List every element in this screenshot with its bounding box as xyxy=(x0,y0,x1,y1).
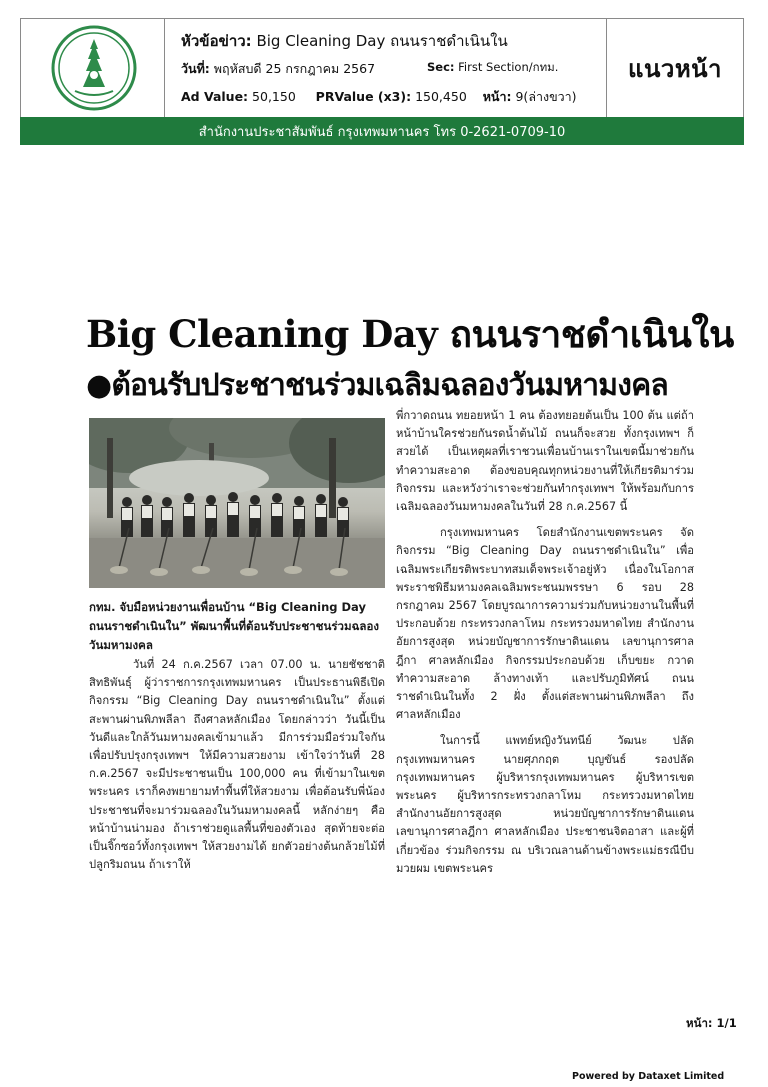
publication-position: แนวหน้า xyxy=(627,54,723,83)
org-contact-bar: สำนักงานประชาสัมพันธ์ กรุงเทพมหานคร โทร 0-2621-0709-10 xyxy=(20,117,744,145)
date-row xyxy=(181,59,375,79)
logo-cell xyxy=(21,19,165,117)
article-subhead: ●ต้อนรับประชาชนร่วมเฉลิมฉลองวันมหามงคล xyxy=(86,368,668,403)
page-value: 9(ล่างขวา) xyxy=(515,89,577,104)
info-cell xyxy=(165,19,607,117)
body-paragraph: พี่กวาดถนน ทยอยหน้า 1 คน ต้องทยอยต้นเป็น 100 ต้น แต่ถ้าหน้าบ้านใครช่วยกันรดน้ำต้นไม้ ถนนก็จะสวย ทั้งกรุงเทพฯ ก็สวยได้ เป็นเหตุผลที่เราชวนเพื่อนบ้านเราในเขตนี้มาช่วยกันทำความสะอาด ต้องขอบคุณทุกหน่วยงานที่ให้เกียรติมาร่วมกิจกรรม และหวังว่าเราจะช่วยกันทำกรุงเทพฯ ให้พร้อมกับการเฉลิมฉลองวันมหามงคลในวันที่ 28 ก.ค.2567 นี้ xyxy=(396,409,694,514)
article-column-right xyxy=(396,407,694,878)
section-row xyxy=(427,59,558,77)
article-photo xyxy=(89,418,385,588)
body-paragraph: ในการนี้ แพทย์หญิงวันทนีย์ วัฒนะ ปลัดกรุงเทพมหานคร นายศุภกฤต บุญขันธ์ รองปลัดกรุงเทพมหานคร ผู้บริหารกรุงเทพมหานคร ผู้บริหารเขตพระนคร ผู้บริหารกระทรวงกลาโหม กระทรวงมหาดไทย สำนักงานอัยการสูงสุด หน่วยบัญชาการรักษาดินแดน เลขานุการศาลฎีกา ศาลหลักเมือง ประชาชนจิตอาสา และผู้ที่เกี่ยวข้อง ร่วมกิจกรรม ณ บริเวณลานด้านข้างพระแม่ธรณีบีบมวยผม เขตพระนคร xyxy=(396,734,694,875)
date-value: พฤหัสบดี 25 กรกฎาคม 2567 xyxy=(213,61,376,76)
article-headline: Big Cleaning Day ถนนราชดำเนินใน xyxy=(86,312,734,356)
article-column-left xyxy=(89,656,385,874)
pr-value: 150,450 xyxy=(415,89,467,104)
ad-value: 50,150 xyxy=(252,89,296,104)
value-row xyxy=(181,87,577,107)
section-label: Sec: xyxy=(427,60,455,74)
page-label: หน้า: xyxy=(482,89,512,104)
headline-row xyxy=(181,29,508,53)
headline-value: Big Cleaning Day ถนนราชดำเนินใน xyxy=(256,32,508,50)
clipping-header xyxy=(20,18,744,118)
ad-value-label: Ad Value: xyxy=(181,89,249,104)
photo-caption: กทม. จับมือหน่วยงานเพื่อนบ้าน “Big Cleaning Day ถนนราชดำเนินใน” พัฒนาพื้นที่ต้อนรับประชาชนร่วมฉลองวันมหามงคล xyxy=(89,600,379,652)
powered-by-credit: Powered by Dataxet Limited xyxy=(572,1071,725,1082)
pr-value-label: PRValue (x3): xyxy=(315,89,412,104)
body-paragraph: วันที่ 24 ก.ค.2567 เวลา 07.00 น. นายชัชชาติ สิทธิพันธุ์ ผู้ว่าราชการกรุงเทพมหานคร เป็นประธานพิธีเปิดกิจกรรม “Big Cleaning Day ถนนราชดำเนินใน” ตั้งแต่สะพานผ่านพิภพลีลา ถึงศาลหลักเมือง โดยกล่าวว่า วันนี้เป็นวันดีและใกล้วันมหามงคลเข้ามาแล้ว มีการร่วมมือร่วมใจกัน เพื่อปรับปรุงกรุงเทพฯ ให้มีความสวยงาม เข้าใจว่าวันที่ 28 ก.ค.2567 จะมีประชาชนเป็น 100,000 คน ที่เข้ามาในเขตพระนคร เราก็คงพยายามทำพื้นที่ให้สวยงาม เพื่อต้อนรับพี่น้องประชาชนที่จะมาร่วมฉลองในวันมหามงคลนี้ หลักง่ายๆ คือ หน้าบ้านน่ามอง ถ้าเราช่วยดูแลพื้นที่ของตัวเอง สุดท้ายจะต่อเป็นจิ๊กซอว์ทั้งกรุงเทพฯ ให้สวยงามได้ ยกตัวอย่างต้นกล้วยไม้ที่ปลูกริมถนน ถ้าเราให้ xyxy=(89,658,385,872)
bma-seal-logo-icon xyxy=(51,25,137,111)
page-indicator: หน้า: 1/1 xyxy=(686,1016,737,1030)
section-value: First Section/กทม. xyxy=(458,60,559,74)
body-paragraph: กรุงเทพมหานคร โดยสำนักงานเขตพระนคร จัดกิจกรรม “Big Cleaning Day ถนนราชดำเนินใน” เพื่อเฉลิมพระเกียรติพระบาทสมเด็จพระเจ้าอยู่หัว เนื่องในโอกาสพระราชพิธีมหามงคลเฉลิมพระชนมพรรษา 6 รอบ 28 กรกฎาคม 2567 โดยบูรณาการความร่วมกับหน่วยงานในพื้นที่ ประกอบด้วย กระทรวงกลาโหม กระทรวงมหาดไทย สำนักงานอัยการสูงสุด หน่วยบัญชาการรักษาดินแดน เลขานุการศาลฎีกา ศาลหลักเมือง กิจกรรมประกอบด้วย เก็บขยะ กวาดทำความสะอาด ล้างทางเท้า และปรับภูมิทัศน์ ถนนราชดำเนินในทั้ง 2 ฝั่ง ตั้งแต่สะพานผ่านพิภพลีลา ถึงศาลหลักเมือง xyxy=(396,526,694,722)
headline-label: หัวข้อข่าว: xyxy=(181,32,252,50)
date-label: วันที่: xyxy=(181,61,210,76)
